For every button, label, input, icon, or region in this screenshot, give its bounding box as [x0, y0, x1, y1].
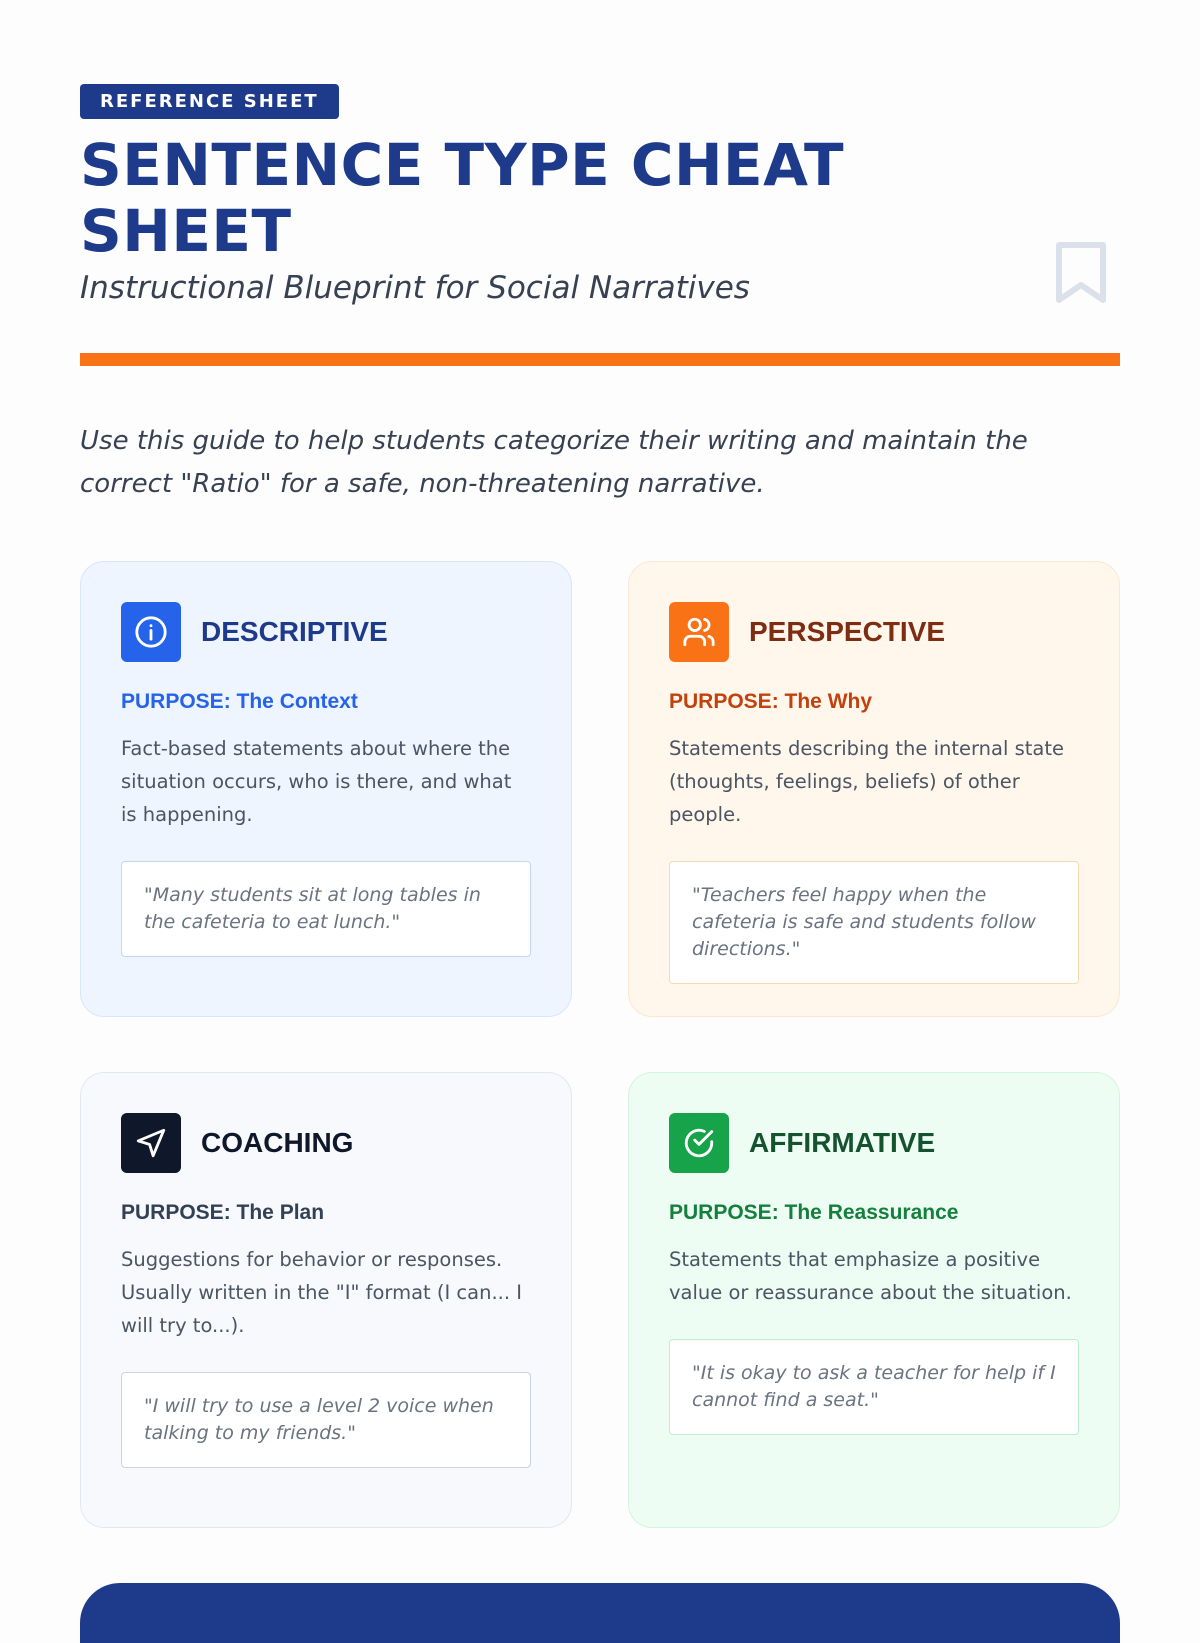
affirmative-card [628, 1072, 1120, 1528]
check-circle-icon [669, 1113, 729, 1173]
card-purpose: PURPOSE: The Plan [121, 1201, 325, 1224]
descriptive-card [80, 561, 572, 1017]
info-icon [121, 602, 181, 662]
card-title: DESCRIPTIVE [201, 616, 388, 647]
card-purpose: PURPOSE: The Why [669, 690, 873, 713]
card-example: "It is okay to ask a teacher for help if I cannot find a seat." [669, 1339, 1079, 1435]
card-purpose: PURPOSE: The Reassurance [669, 1201, 959, 1224]
card-purpose: PURPOSE: The Context [121, 690, 358, 713]
footer-banner [80, 1583, 1120, 1643]
page-subtitle: Instructional Blueprint for Social Narratives [80, 270, 750, 306]
intro-text: Use this guide to help students categorize their writing and maintain the correct "Ratio" for a safe, non-threatening narrative. [80, 426, 1028, 499]
coaching-card [80, 1072, 572, 1528]
card-description: Fact-based statements about where the situation occurs, who is there, and what is happening. [121, 737, 512, 826]
users-icon [669, 602, 729, 662]
navigation-icon [121, 1113, 181, 1173]
card-example: "Teachers feel happy when the cafeteria is safe and students follow directions." [669, 861, 1079, 984]
card-title: AFFIRMATIVE [749, 1127, 936, 1158]
card-description: Statements that emphasize a positive value or reassurance about the situation. [669, 1248, 1072, 1304]
bookmark-icon[interactable] [1054, 240, 1108, 311]
card-example: "Many students sit at long tables in the cafeteria to eat lunch." [121, 861, 531, 957]
perspective-card [628, 561, 1120, 1017]
card-title: PERSPECTIVE [749, 616, 946, 647]
reference-sheet-badge: REFERENCE SHEET [80, 84, 339, 119]
page-title: SENTENCE TYPE CHEAT SHEET [80, 131, 845, 265]
card-example: "I will try to use a level 2 voice when talking to my friends." [121, 1372, 531, 1468]
card-description: Statements describing the internal state (thoughts, feelings, beliefs) of other people. [669, 737, 1065, 826]
header-divider [80, 353, 1120, 366]
card-title: COACHING [201, 1127, 354, 1158]
card-description: Suggestions for behavior or responses. Usually written in the "I" format (I can... I will try to...). [121, 1248, 522, 1337]
